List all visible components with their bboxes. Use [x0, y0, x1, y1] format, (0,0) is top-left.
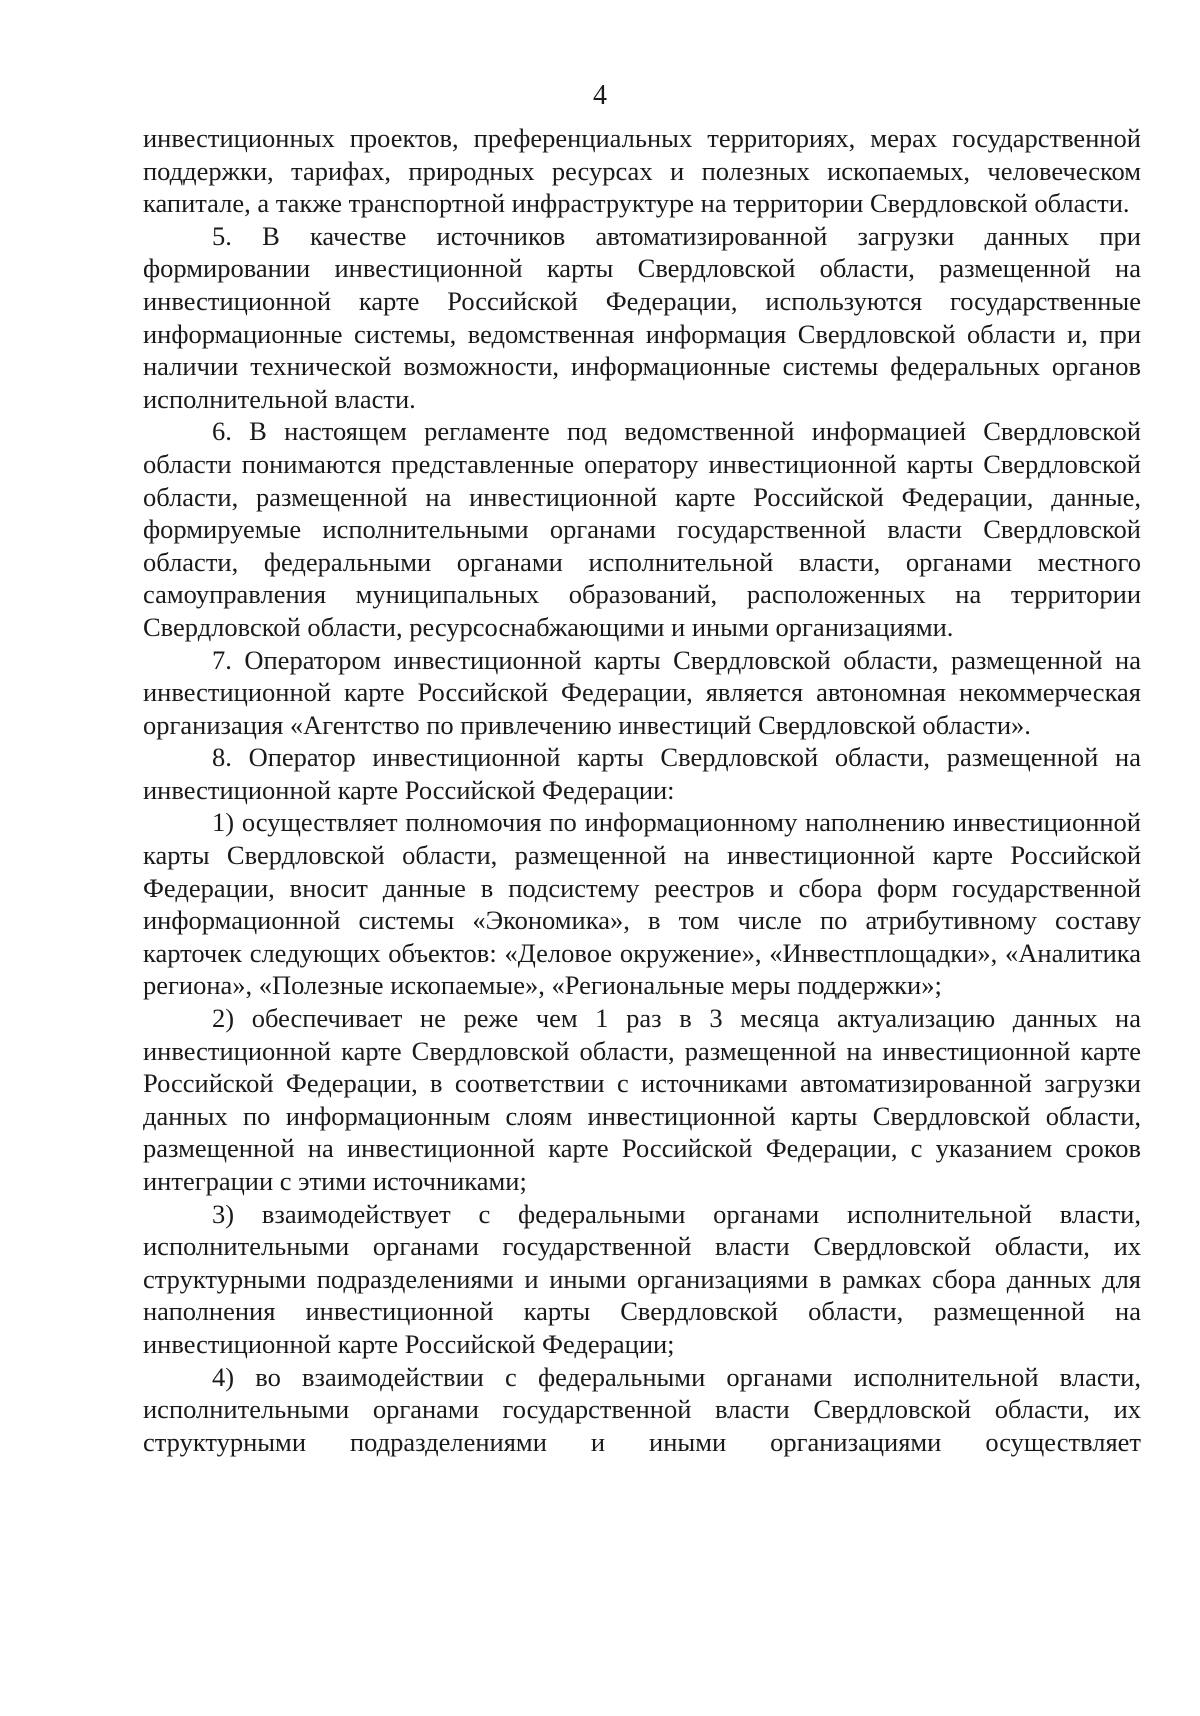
paragraph-8-item-4: 4) во взаимодействии с федеральными органами исполнительной власти, исполнительными органами государственной власти Свердловской области, их структурными подразделениями и иными организациями осуществляет — [143, 1361, 1141, 1457]
paragraph-5-data-sources: 5. В качестве источников автоматизированной загрузки данных при формировании инвестиционной карты Свердловской области, размещенной на инвестиционной карте Российской Федерации, используются государственные информационные системы, ведомственная информация Свердловской области и, при наличии технической возможности, информационные системы федеральных органов исполнительной власти. — [143, 220, 1141, 414]
document-body — [143, 122, 1141, 1458]
paragraph-8-item-3: 3) взаимодействует с федеральными органами исполнительной власти, исполнительными органами государственной власти Свердловской области, их структурными подразделениями и иными организациями в рамках сбора данных для наполнения инвестиционной карты Свердловской области, размещенной на инвестиционной карте Российской Федерации; — [143, 1198, 1141, 1359]
paragraph-continuation: инвестиционных проектов, преференциальных территориях, мерах государственной поддержки, тарифах, природных ресурсах и полезных ископаемых, человеческом капитале, а также транспортной инфраструктуре на территории Свердловской области. — [143, 123, 1141, 219]
paragraph-7-operator: 7. Оператором инвестиционной карты Свердловской области, размещенной на инвестиционной карте Российской Федерации, является автономная некоммерческая организация «Агентство по привлечению инвестиций Свердловской области». — [143, 644, 1141, 740]
page-number: 4 — [593, 80, 607, 111]
paragraph-6-departmental-info: 6. В настоящем регламенте под ведомственной информацией Свердловской области понимаются представленные оператору инвестиционной карты Свердловской области, размещенной на инвестиционной карте Российской Федерации, данные, формируемые исполнительными органами государственной власти Свердловской области, федеральными органами исполнительной власти, органами местного самоуправления муниципальных образований, расположенных на территории Свердловской области, ресурсоснабжающими и иными организациями. — [143, 416, 1141, 642]
paragraph-8-item-1: 1) осуществляет полномочия по информационному наполнению инвестиционной карты Свердловской области, размещенной на инвестиционной карте Российской Федерации, вносит данные в подсистему реестров и сбора форм государственной информационной системы «Экономика», в том числе по атрибутивному составу карточек следующих объектов: «Деловое окружение», «Инвестплощадки», «Аналитика региона», «Полезные ископаемые», «Региональные меры поддержки»; — [143, 807, 1141, 1001]
paragraph-8-operator-duties: 8. Оператор инвестиционной карты Свердловской области, размещенной на инвестиционной карте Российской Федерации: — [143, 742, 1141, 805]
paragraph-8-item-2: 2) обеспечивает не реже чем 1 раз в 3 месяца актуализацию данных на инвестиционной карте Свердловской области, размещенной на инвестиционной карте Российской Федерации, в соответствии с источниками автоматизированной загрузки данных по информационным слоям инвестиционной карты Свердловской области, размещенной на инвестиционной карте Российской Федерации, с указанием сроков интеграции с этими источниками; — [143, 1003, 1141, 1196]
